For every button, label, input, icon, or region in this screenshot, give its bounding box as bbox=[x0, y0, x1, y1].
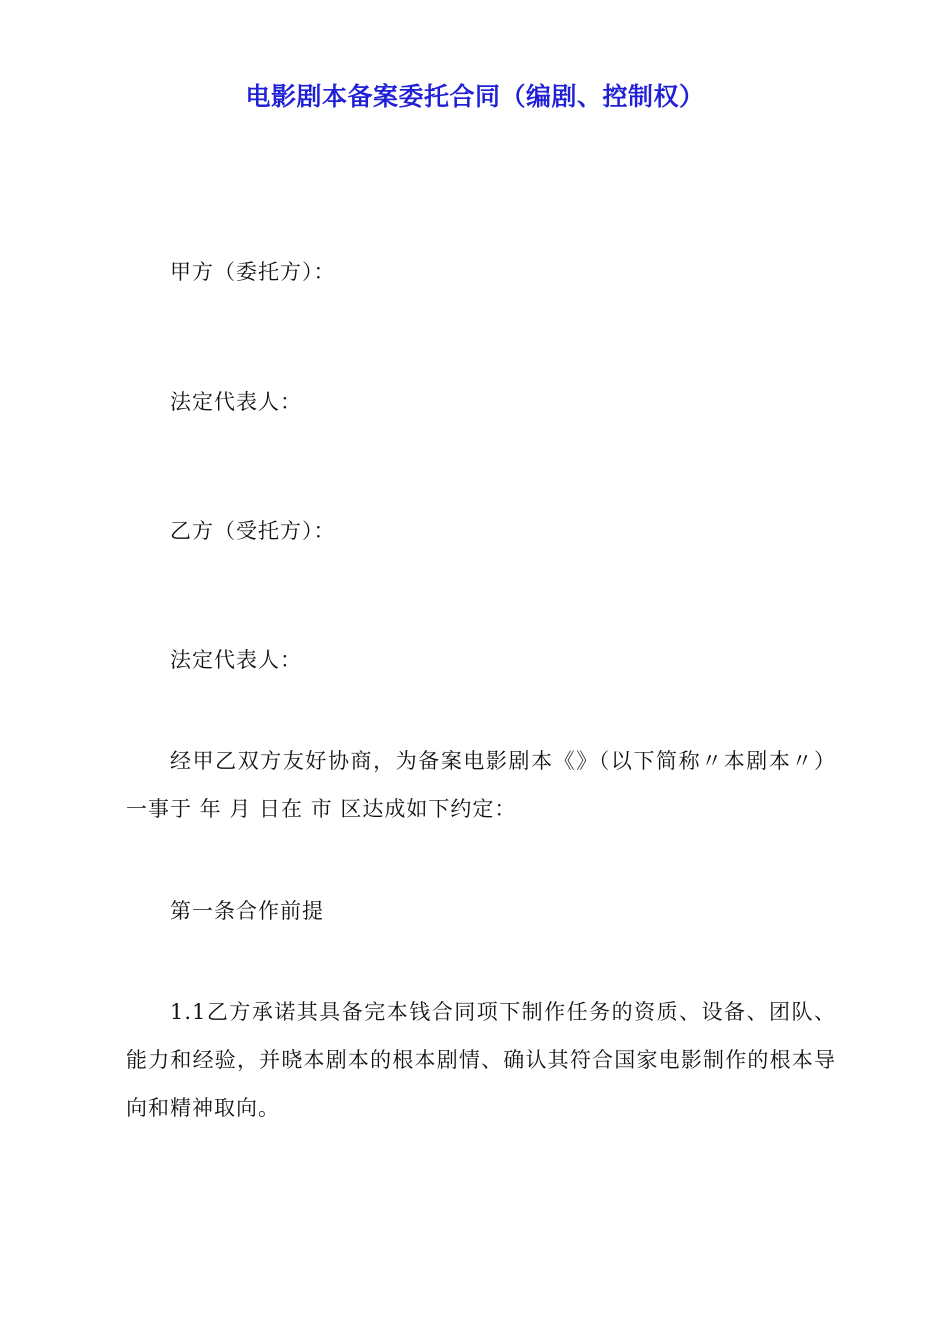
legal-rep-a-line: 法定代表人： bbox=[170, 390, 302, 414]
clause-1-1-paragraph: 1.1乙方承诺其具备完本钱合同项下制作任务的资质、设备、团队、能力和经验，并晓本剧本的根本剧情、确认其符合国家电影制作的根本导向和精神取向。 bbox=[126, 1000, 836, 1120]
document-title: 电影剧本备案委托合同（编剧、控制权） bbox=[245, 82, 705, 111]
party-b-line: 乙方（受托方）： bbox=[170, 519, 336, 543]
intro-paragraph: 经甲乙双方友好协商，为备案电影剧本《》（以下简称〃本剧本〃） 一事于 年 月 日在 市 区达成如下约定： bbox=[126, 749, 836, 821]
party-a-line: 甲方（委托方）： bbox=[170, 260, 336, 284]
article-1-heading: 第一条合作前提 bbox=[170, 899, 324, 923]
legal-rep-b-line: 法定代表人： bbox=[170, 648, 302, 672]
